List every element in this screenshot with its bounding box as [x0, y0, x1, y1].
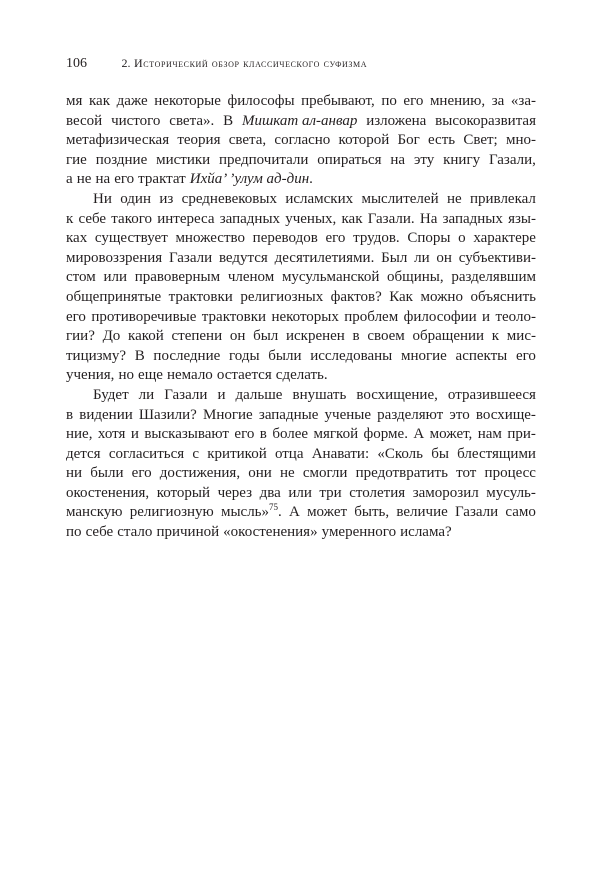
text-line: окостенения, который через два или три столетия заморозил мусуль-: [66, 484, 536, 501]
text-line: дется согласиться с критикой отца Анавати: «Сколь бы блестящими: [66, 445, 536, 462]
text-line: стом или правоверным членом мусульманской общины, разделявшим: [66, 269, 536, 286]
text-line: в видении Шазили? Многие западные ученые разделяют это восхище-: [66, 406, 536, 423]
running-head: [66, 55, 536, 72]
text-line: тицизму? В последние годы были исследованы многие аспекты его: [66, 347, 536, 364]
chapter-title: Исторический обзор классического суфизма: [134, 56, 368, 70]
text-line: метафизическая теория света, согласно которой Бог есть Свет; мно-: [66, 132, 536, 149]
text-line: ние, хотя и высказывают его в более мягкой форме. А может, нам при-: [66, 426, 536, 443]
text-line: Будет ли Газали и дальше внушать восхищение, отразившееся: [93, 386, 536, 403]
text-line: Ни один из средневековых исламских мыслителей не привлекал: [93, 190, 536, 207]
body-text: [66, 92, 536, 543]
text-line: гие поздние мистики предпочитали опираться на эту книгу Газали,: [66, 151, 536, 168]
page-number: 106: [66, 56, 87, 71]
text-line: к себе такого интереса западных ученых, как Газали. На западных язы-: [66, 210, 536, 227]
chapter-number: 2.: [121, 56, 131, 70]
text-line: гии? До какой степени он был искренен в своем обращении к мис-: [66, 328, 536, 345]
text-line: учения, но еще немало остается сделать.: [66, 367, 328, 384]
text-line: по себе стало причиной «окостенения» умеренного ислама?: [66, 524, 452, 541]
text-line: его противоречивые трактовки некоторых проблем философии и теоло-: [66, 308, 536, 325]
text-line: ках существует множество переводов его трудов. Споры о характере: [66, 230, 536, 247]
text-line: мя как даже некоторые философы пребывают, по его мнению, за «за-: [66, 93, 536, 109]
text-line: общепринятые трактовки религиозных фактов? Как можно объяснить: [66, 288, 536, 305]
text-line: весой чистого света». В Мишкат ал-анвар изложена высокоразвитая: [66, 112, 536, 129]
text-line: мировоззрения Газали ведутся десятилетиями. Был ли он субъективи-: [66, 249, 536, 266]
text-line: манскую религиозную мысль»75. А может быть, величие Газали само: [66, 502, 536, 521]
text-line: ни были его достижения, они не смогли предотвратить тот процесс: [66, 465, 536, 482]
text-line: а не на его трактат Ихйа’ ’улум ад-дин.: [66, 171, 313, 188]
